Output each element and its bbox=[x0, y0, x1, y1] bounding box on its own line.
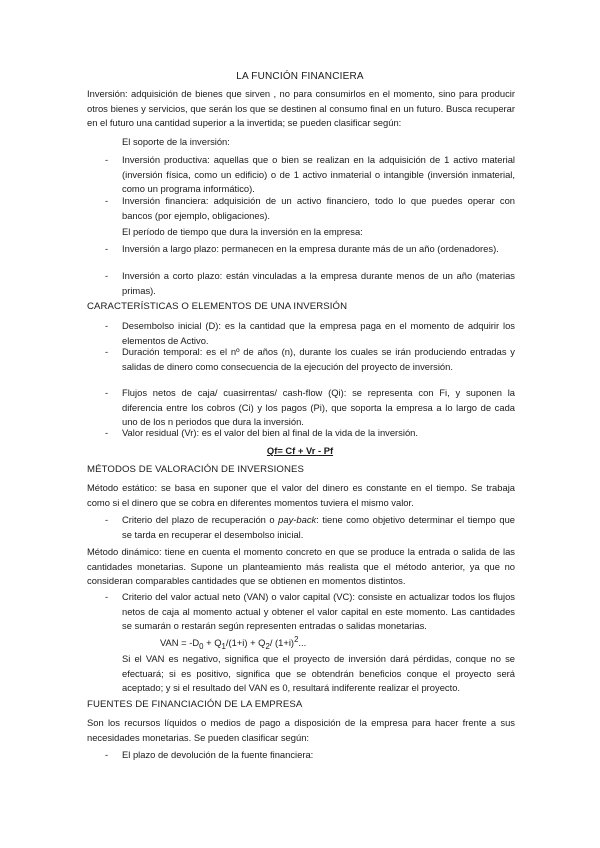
bullet-dash: - bbox=[105, 427, 109, 438]
van-formula-part: / (1+i) bbox=[269, 637, 295, 649]
van-formula-sup: 2 bbox=[294, 635, 299, 644]
bullet-dash: - bbox=[105, 320, 109, 331]
van-formula-part: VAN = -D bbox=[160, 637, 200, 649]
list-item bbox=[105, 590, 515, 634]
van-formula-sub: 0 bbox=[199, 642, 204, 651]
list-item bbox=[105, 269, 515, 298]
soporte-heading: El soporte de la inversión: bbox=[122, 136, 230, 147]
list-item-text: El plazo de devolución de la fuente financiera: bbox=[122, 749, 314, 760]
list-item bbox=[105, 319, 515, 348]
list-item bbox=[105, 426, 515, 441]
van-formula-sub: 1 bbox=[221, 642, 226, 651]
page-title: LA FUNCIÓN FINANCIERA bbox=[236, 71, 364, 82]
van-formula-sub: 2 bbox=[265, 642, 270, 651]
fuentes-intro-paragraph: Son los recursos líquidos o medios de pago a disposición de la empresa para hacer frente a sus necesidades monetarias. Se pueden clasificar según: bbox=[87, 717, 515, 743]
bullet-dash: - bbox=[105, 195, 109, 206]
list-item-text: Desembolso inicial (D): es la cantidad que la empresa paga en el momento de adquirir los elementos de Activo. bbox=[122, 320, 515, 346]
van-explanation-text: Si el VAN es negativo, significa que el proyecto de inversión dará pérdidas, conque no se efectuará; si es positivo, significa que se obtendrán beneficios conque el proyecto será aceptado; y si el resultado del VAN es 0, resultará indiferente realizar el proyecto. bbox=[122, 653, 515, 694]
list-item bbox=[105, 513, 515, 542]
list-item bbox=[105, 153, 515, 197]
bullet-dash: - bbox=[105, 514, 109, 525]
bullet-dash: - bbox=[105, 591, 109, 602]
bullet-dash: - bbox=[105, 154, 109, 165]
list-item bbox=[105, 748, 515, 763]
list-item-text: Inversión a largo plazo: permanecen en la empresa durante más de un año (ordenadores). bbox=[122, 243, 499, 254]
bullet-dash: - bbox=[105, 387, 109, 398]
bullet-dash: - bbox=[105, 270, 109, 281]
list-item-text: Criterio del valor actual neto (VAN) o valor capital (VC): consiste en actualizar todos los flujos netos de caja al momento actual y obtener el valor capital en este momento. Las cantidades se sumarán o restarán según representen entradas o salidas monetarias. bbox=[122, 591, 515, 632]
list-item-text: Inversión financiera: adquisición de un activo financiero, todo lo que puedes operar con bancos (por ejemplo, obligaciones). bbox=[122, 195, 515, 221]
periodo-heading: El período de tiempo que dura la inversión en la empresa: bbox=[122, 226, 363, 237]
van-formula-part: ... bbox=[298, 637, 307, 649]
bullet-dash: - bbox=[105, 749, 109, 760]
cash-flow-formula: Qf= Cf + Vr - Pf bbox=[266, 445, 334, 456]
list-item bbox=[105, 242, 515, 257]
metodos-heading: MÉTODOS DE VALORACIÓN DE INVERSIONES bbox=[87, 464, 305, 475]
bullet-dash: - bbox=[105, 346, 109, 357]
van-explanation bbox=[122, 652, 515, 696]
metodo-estatico-paragraph: Método estático: se basa en suponer que el valor del dinero es constante en el tiempo. Se trabaja como si el dinero que se cobra en diferentes momentos tuviera el mismo valor. bbox=[87, 482, 515, 508]
van-formula-part: /(1+i) + Q bbox=[225, 637, 266, 649]
list-item-text: Flujos netos de caja/ cuasirrentas/ cash-flow (Qi): se representa con Fi, y suponen la diferencia entre los cobros (Ci) y los pagos (Pi), que soporta la empresa a lo largo de cada uno de los n periodos que dura la inversión. bbox=[122, 387, 515, 428]
list-item-text: Inversión productiva: aquellas que o bien se realizan en la adquisición de 1 activo material (inversión física, como un edificio) o de 1 activo inmaterial o intangible (inversión inmaterial, como un programa informático). bbox=[122, 154, 515, 195]
bullet-dash: - bbox=[105, 243, 109, 254]
cash-flow-formula-line bbox=[0, 444, 600, 459]
caracteristicas-heading: CARACTERÍSTICAS O ELEMENTOS DE UNA INVERSIÓN bbox=[87, 301, 348, 312]
fuentes-heading: FUENTES DE FINANCIACIÓN DE LA EMPRESA bbox=[87, 699, 303, 710]
list-item-text: Valor residual (Vr): es el valor del bien al final de la vida de la inversión. bbox=[122, 427, 418, 438]
intro-paragraph: Inversión: adquisición de bienes que sirven , no para consumirlos en el momento, sino para producir otros bienes y servicios, que serán los que se destinen al consumo final en un futuro. Busca recuperar en el futuro una cantidad superior a la invertida; se pueden clasificar según: bbox=[87, 88, 515, 129]
list-item-text bbox=[122, 513, 515, 542]
list-item-text: Inversión a corto plazo: están vinculadas a la empresa durante menos de un año (materias primas). bbox=[122, 270, 515, 296]
payback-text-end: : tiene como objetivo determinar el tiempo que se tarda en recuperar el desembolso inicial. bbox=[122, 514, 515, 540]
payback-text-start: Criterio del plazo de recuperación o bbox=[122, 514, 279, 525]
van-formula-part: + Q bbox=[203, 637, 222, 649]
payback-term: pay-back bbox=[278, 514, 317, 525]
list-item bbox=[105, 386, 515, 430]
list-item-text: Duración temporal: es el nº de años (n), durante los cuales se irán produciendo entradas y salidas de dinero como consecuencia de la ejecución del proyecto de inversión. bbox=[122, 346, 515, 372]
metodo-dinamico-paragraph: Método dinámico: tiene en cuenta el momento concreto en que se produce la entrada o salida de las cantidades monetarias. Supone un planteamiento más realista que el método anterior, ya que no consideran comparables cantidades que se obtienen en momentos distintos. bbox=[87, 546, 515, 587]
list-item bbox=[105, 194, 515, 223]
list-item bbox=[105, 345, 515, 374]
